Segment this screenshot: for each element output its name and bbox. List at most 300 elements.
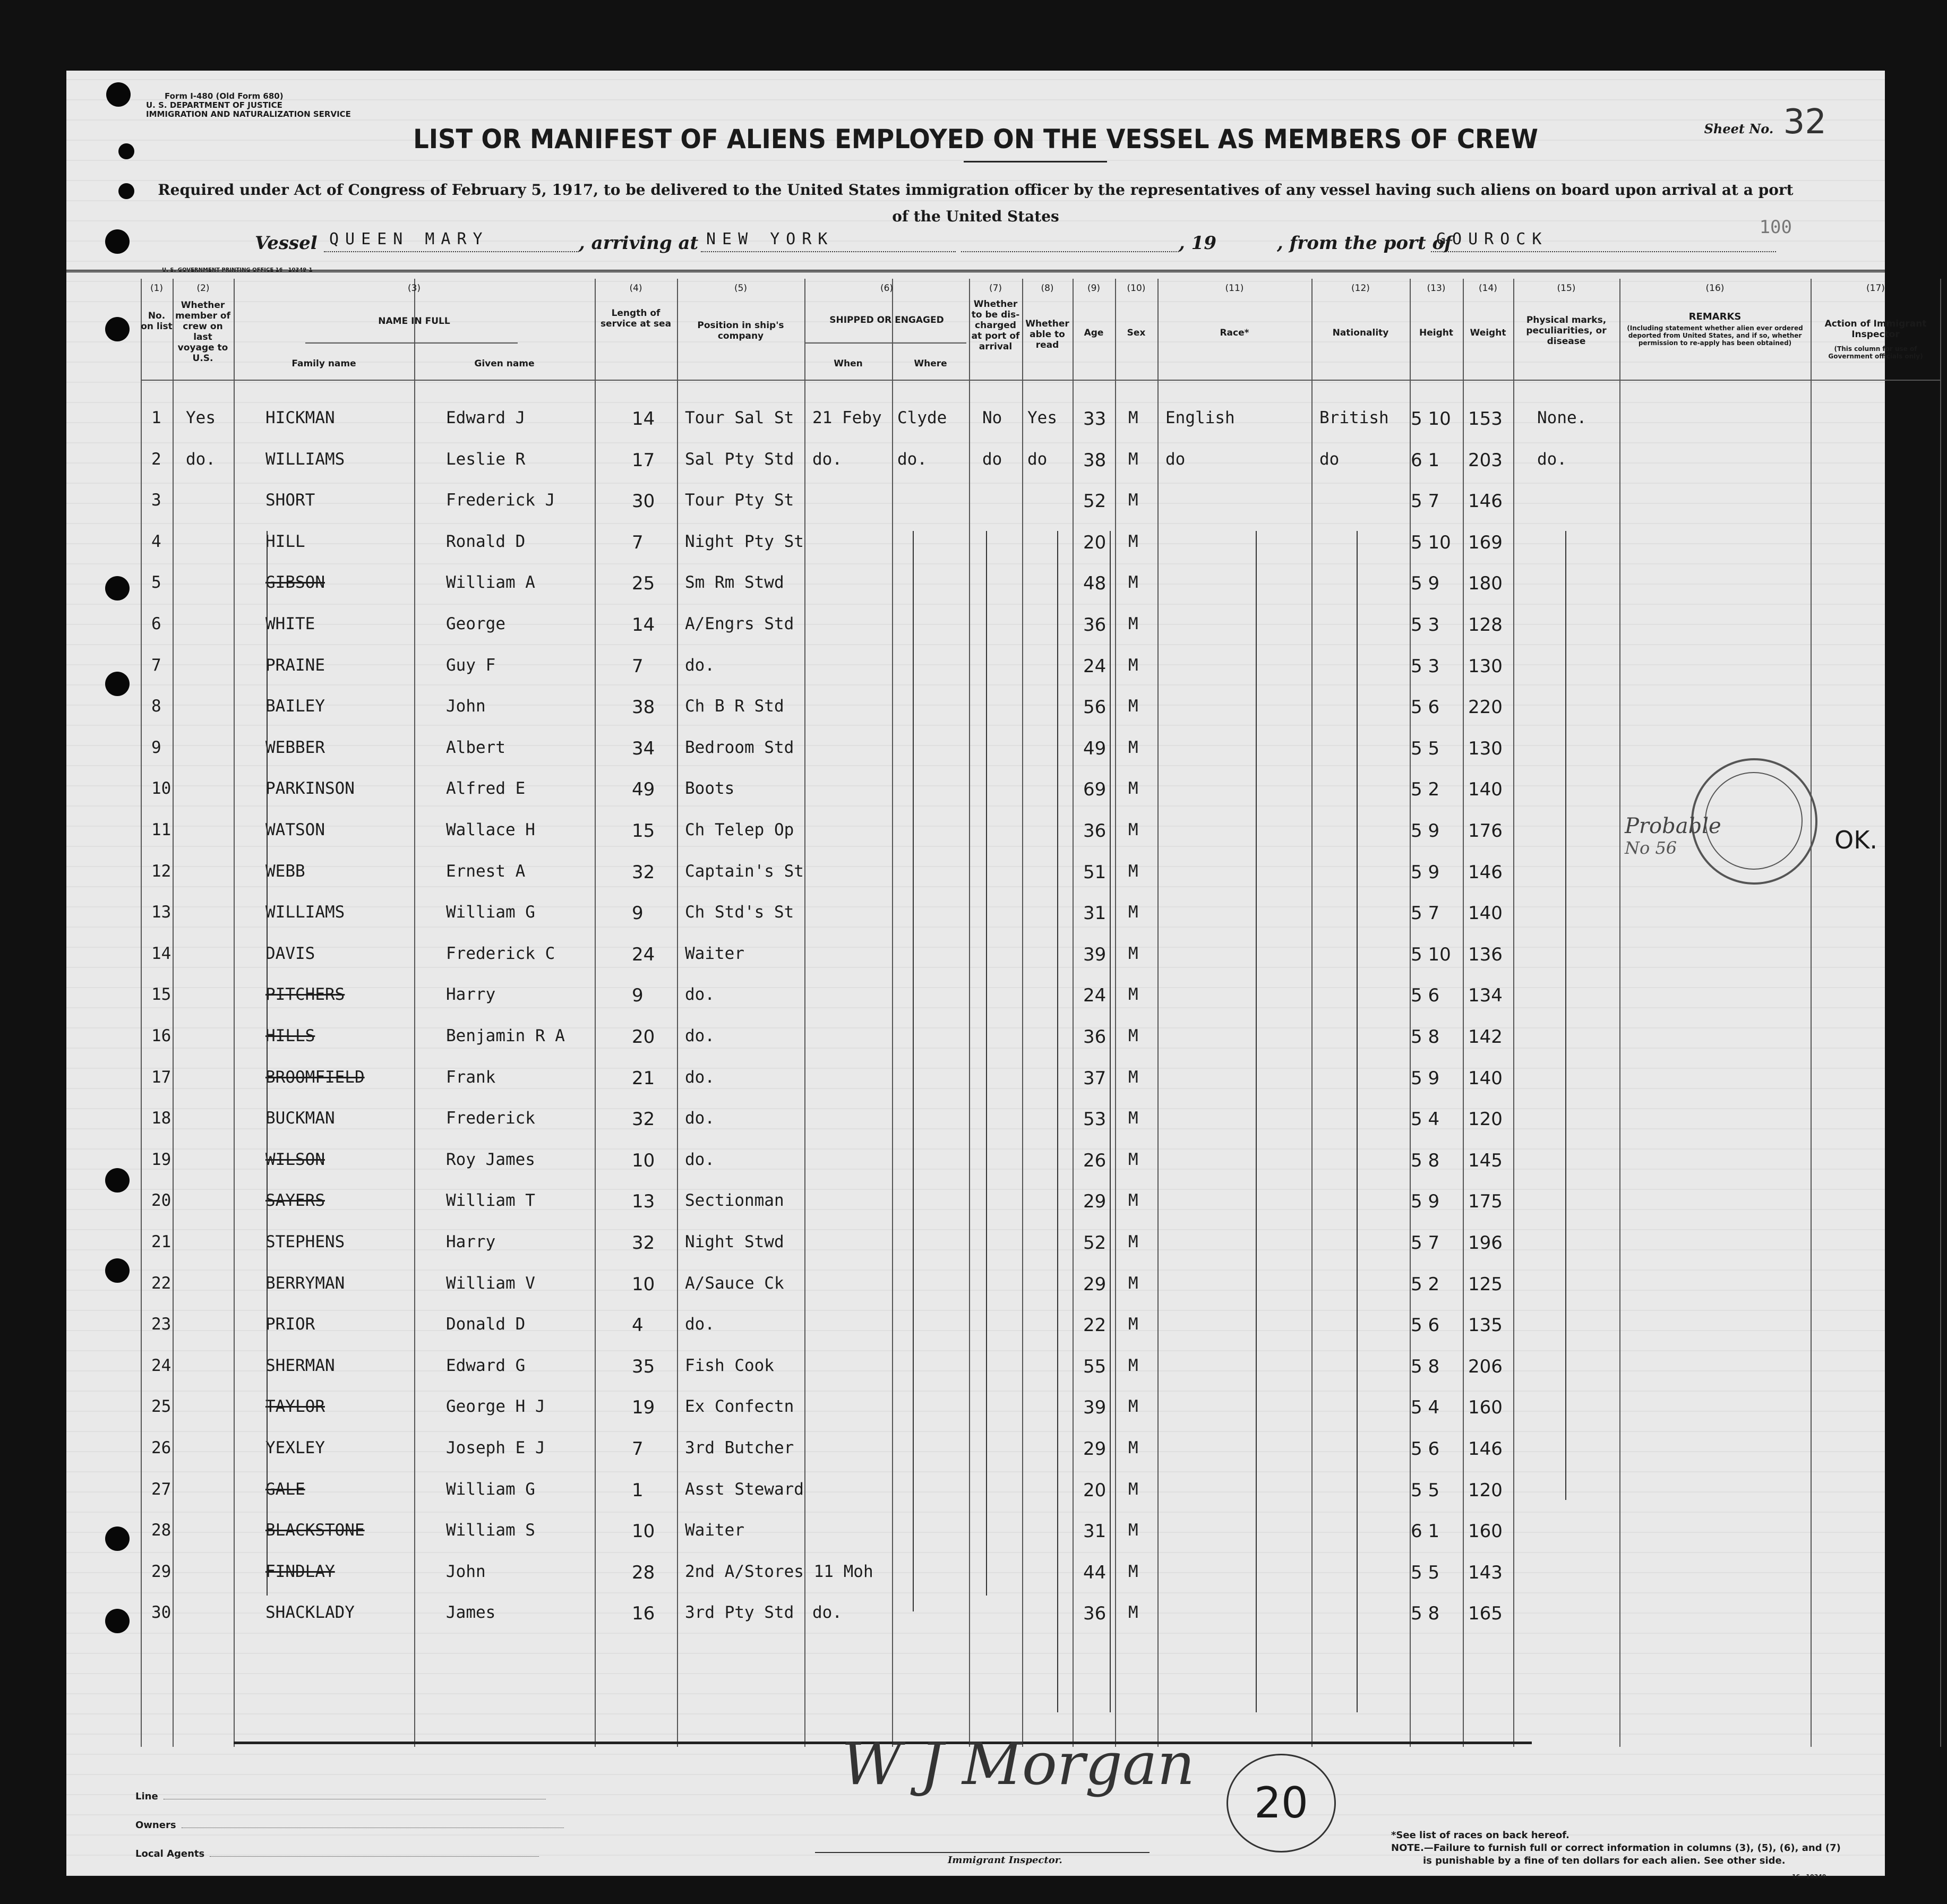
family-name: GIBSON: [265, 573, 325, 593]
physical-marks: None.: [1537, 408, 1587, 427]
weight: 220: [1468, 697, 1503, 718]
family-name: BAILEY: [265, 697, 325, 716]
service-years: 10: [632, 1521, 655, 1542]
given-name: Ernest A: [446, 861, 526, 881]
sex: M: [1128, 1438, 1138, 1457]
column-number: (14): [1479, 283, 1497, 294]
age: 51: [1083, 861, 1107, 883]
family-name: HILL: [265, 531, 305, 551]
ship-position: Sm Rm Stwd: [685, 573, 784, 593]
height: 5 8: [1411, 1603, 1440, 1625]
row-number: 14: [151, 944, 171, 963]
table-row: [141, 731, 1941, 766]
service-years: 7: [632, 531, 644, 553]
service-years: 14: [632, 614, 655, 636]
age: 20: [1083, 1479, 1107, 1501]
remark-ok-mark: OK.: [1834, 826, 1877, 854]
date-field: [961, 230, 1179, 252]
sex: M: [1128, 1150, 1138, 1169]
weight: 120: [1468, 1109, 1503, 1130]
height: 5 7: [1411, 903, 1440, 924]
header-remarks: REMARKS: [1688, 311, 1742, 322]
ditto-stroke-physical: [1565, 531, 1566, 1500]
age: 39: [1083, 944, 1107, 965]
ditto-stroke-member: [267, 531, 268, 1596]
form-code: 16—10349: [1792, 1873, 1826, 1880]
age: 52: [1083, 1232, 1107, 1254]
row-number: 30: [151, 1603, 171, 1623]
row-number: 20: [151, 1191, 171, 1211]
header-height: Height: [1419, 328, 1453, 338]
discharged: do: [982, 449, 1002, 469]
height: 5 7: [1411, 491, 1440, 512]
table-row: [141, 1183, 1941, 1219]
given-name: Frederick: [446, 1109, 535, 1128]
sex: M: [1128, 944, 1138, 963]
row-number: 3: [151, 491, 161, 510]
discharged: No: [982, 408, 1002, 427]
ship-position: Sal Pty Std: [685, 449, 794, 469]
age: 48: [1083, 573, 1107, 595]
age: 29: [1083, 1273, 1107, 1295]
physical-marks: do.: [1537, 449, 1567, 469]
table-row: [141, 483, 1941, 518]
nationality: do: [1319, 449, 1340, 469]
height: 5 4: [1411, 1397, 1440, 1419]
footer-fields: [135, 1791, 564, 1877]
table-top-rule: [66, 270, 1885, 272]
stamp-number: 100: [1759, 217, 1792, 238]
form-number: Form I-480 (Old Form 680): [165, 91, 284, 101]
age: 55: [1083, 1356, 1107, 1377]
ship-position: Ex Confectn: [685, 1397, 794, 1417]
vessel-line: [255, 230, 1784, 259]
ditto-stroke-when: [913, 531, 914, 1611]
given-name: Edward J: [446, 408, 526, 427]
table-row: [141, 1225, 1941, 1260]
sex: M: [1128, 491, 1138, 510]
family-name: PRAINE: [265, 655, 325, 675]
age: 29: [1083, 1438, 1107, 1460]
column-number: (2): [196, 283, 210, 294]
height: 5 9: [1411, 1191, 1440, 1213]
ship-position: Night Pty St: [685, 531, 804, 551]
ship-position: Ch Telep Op: [685, 820, 794, 839]
given-name: William T: [446, 1191, 535, 1211]
family-name: WEBB: [265, 861, 305, 881]
sex: M: [1128, 614, 1138, 633]
shipped-when: do.: [812, 449, 842, 469]
sex: M: [1128, 1026, 1138, 1045]
sex: M: [1128, 531, 1138, 551]
family-name: PRIOR: [265, 1315, 315, 1334]
age: 24: [1083, 985, 1107, 1007]
row-number: 28: [151, 1521, 171, 1540]
given-name: Benjamin R A: [446, 1026, 565, 1045]
manifest-sheet: [66, 71, 1927, 1880]
weight: 169: [1468, 531, 1503, 553]
family-name: PARKINSON: [265, 779, 355, 799]
line-label: Line: [135, 1791, 158, 1802]
service-years: 7: [632, 1438, 644, 1460]
ship-position: do.: [685, 1067, 715, 1087]
ship-position: Bedroom Std: [685, 737, 794, 757]
service-years: 32: [632, 861, 655, 883]
given-name: George H J: [446, 1397, 545, 1417]
service-years: 4: [632, 1315, 644, 1336]
height: 5 10: [1411, 531, 1451, 553]
age: 53: [1083, 1109, 1107, 1130]
weight: 160: [1468, 1397, 1503, 1419]
service-years: 1: [632, 1479, 644, 1501]
row-number: 11: [151, 820, 171, 839]
ship-position: Tour Pty St: [685, 491, 794, 510]
header-bottom-rule: [141, 380, 1941, 381]
service-years: 15: [632, 820, 655, 842]
punch-hole: [105, 1526, 130, 1551]
header-shipped-engaged: SHIPPED OR ENGAGED: [829, 315, 944, 325]
height: 5 8: [1411, 1356, 1440, 1377]
ship-position: do.: [685, 985, 715, 1005]
given-name: Roy James: [446, 1150, 535, 1169]
ship-position: Asst Steward: [685, 1479, 804, 1499]
table-row: [141, 1266, 1941, 1301]
age: 29: [1083, 1191, 1107, 1213]
header-weight: Weight: [1470, 328, 1506, 338]
service-years: 32: [632, 1109, 655, 1130]
service-years: 21: [632, 1067, 655, 1089]
row-number: 18: [151, 1109, 171, 1128]
weight: 146: [1468, 1438, 1503, 1460]
title-rule: [964, 161, 1107, 162]
service-years: 28: [632, 1562, 655, 1583]
weight: 145: [1468, 1150, 1503, 1171]
family-name: WILSON: [265, 1150, 325, 1169]
table-row: [141, 854, 1941, 889]
height: 5 3: [1411, 614, 1440, 636]
form-service: IMMIGRATION AND NATURALIZATION SERVICE: [146, 109, 351, 119]
table-row: [141, 977, 1941, 1013]
races-note: *See list of races on back hereof.: [1391, 1830, 1569, 1841]
given-name: Wallace H: [446, 820, 535, 839]
table-row: [141, 1513, 1941, 1548]
remark-handwriting: Probable: [1625, 814, 1721, 838]
given-name: Harry: [446, 1232, 496, 1251]
table-row: [141, 1596, 1941, 1631]
punch-hole: [105, 1168, 130, 1193]
sex: M: [1128, 1232, 1138, 1251]
age: 52: [1083, 491, 1107, 512]
punch-hole: [105, 672, 130, 696]
service-years: 25: [632, 573, 655, 595]
family-name: WATSON: [265, 820, 325, 839]
given-name: Frederick J: [446, 491, 555, 510]
sheet-label: Sheet No.: [1704, 121, 1774, 136]
table-row: [141, 648, 1941, 683]
sex: M: [1128, 449, 1138, 469]
punch-hole: [106, 82, 131, 107]
table-row: [141, 937, 1941, 972]
weight: 134: [1468, 985, 1503, 1007]
height: 5 9: [1411, 1067, 1440, 1089]
sex: M: [1128, 1315, 1138, 1334]
family-name: SHERMAN: [265, 1356, 335, 1375]
service-years: 7: [632, 655, 644, 677]
row-number: 22: [151, 1273, 171, 1293]
sex: M: [1128, 1191, 1138, 1211]
weight: 175: [1468, 1191, 1503, 1213]
row-number: 24: [151, 1356, 171, 1375]
shipped-where: do.: [897, 449, 927, 469]
header-physical-marks: Physical marks, peculiarities, or disease: [1526, 315, 1607, 347]
ship-position: Ch Std's St: [685, 903, 794, 922]
column-number: (5): [734, 283, 748, 294]
sex: M: [1128, 779, 1138, 799]
column-number: (9): [1087, 283, 1101, 294]
height: 5 9: [1411, 820, 1440, 842]
punch-hole: [105, 576, 130, 601]
given-name: Frederick C: [446, 944, 555, 963]
table-row: [141, 895, 1941, 930]
punch-hole: [105, 317, 130, 341]
table-row: [141, 525, 1941, 560]
header-nationality: Nationality: [1332, 328, 1389, 338]
table-row: [141, 1555, 1941, 1590]
ship-position: do.: [685, 1026, 715, 1045]
height: 5 6: [1411, 697, 1440, 718]
sex: M: [1128, 903, 1138, 922]
age: 36: [1083, 820, 1107, 842]
family-name: DAVIS: [265, 944, 315, 963]
row-number: 16: [151, 1026, 171, 1045]
table-row: [141, 442, 1941, 477]
service-years: 14: [632, 408, 655, 430]
sex: M: [1128, 697, 1138, 716]
column-number: (17): [1866, 283, 1885, 294]
given-name: William G: [446, 903, 535, 922]
family-name: TAYLOR: [265, 1397, 325, 1417]
sex: M: [1128, 1356, 1138, 1375]
service-years: 24: [632, 944, 655, 965]
given-name: Guy F: [446, 655, 496, 675]
row-number: 23: [151, 1315, 171, 1334]
weight: 203: [1468, 449, 1503, 471]
shipped-subheader-rule: [804, 342, 966, 344]
header-discharged: Whether to be dis-charged at port of arrival: [971, 299, 1020, 352]
member-last-voyage: Yes: [186, 408, 216, 427]
height: 5 10: [1411, 944, 1451, 965]
family-name: YEXLEY: [265, 1438, 325, 1457]
weight: 196: [1468, 1232, 1503, 1254]
race: do: [1165, 449, 1186, 469]
header-member-last-voyage: Whether member of crew on last voyage to U.S.: [175, 300, 231, 364]
sex: M: [1128, 1521, 1138, 1540]
ship-position: Boots: [685, 779, 735, 799]
ditto-stroke-race: [1256, 531, 1257, 1712]
table-row: [141, 689, 1941, 724]
circled-count: 20: [1226, 1754, 1336, 1852]
vessel-name: QUEEN MARY: [324, 230, 579, 252]
able-to-read: Yes: [1027, 408, 1057, 427]
header-remarks-sub: (Including statement whether alien ever ordered deported from United States, and if so, whether permission to re-apply has been obtained): [1627, 324, 1803, 347]
header-length-service: Length of service at sea: [600, 308, 672, 329]
service-years: 10: [632, 1150, 655, 1171]
from-label: , from the port of: [1277, 233, 1452, 254]
shipped-when: 21 Feby: [812, 408, 882, 427]
shipped-when: do.: [812, 1603, 842, 1623]
age: 31: [1083, 903, 1107, 924]
table-row: [141, 607, 1941, 642]
inspector-label: Immigrant Inspector.: [948, 1855, 1062, 1866]
height: 5 3: [1411, 655, 1440, 677]
shipped-where: Clyde: [897, 408, 947, 427]
row-number: 7: [151, 655, 161, 675]
row-number: 9: [151, 737, 161, 757]
age: 22: [1083, 1315, 1107, 1336]
ship-position: do.: [685, 1150, 715, 1169]
service-years: 38: [632, 697, 655, 718]
weight: 176: [1468, 820, 1503, 842]
header-family-name: Family name: [291, 358, 356, 369]
agents-blank: [210, 1856, 539, 1857]
ship-position: 2nd A/Stores 11 Moh: [685, 1562, 873, 1581]
inspector-signature: W J Morgan: [842, 1730, 1195, 1798]
age: 36: [1083, 1603, 1107, 1625]
page-subtitle: Required under Act of Congress of February 5, 1917, to be delivered to the United States immigration officer by the representatives of any vessel having such aliens on board upon arrival at a port of the United States: [158, 181, 1794, 225]
ship-position: do.: [685, 1315, 715, 1334]
punch-hole: [118, 183, 134, 199]
sex: M: [1128, 1397, 1138, 1417]
family-name: BROOMFIELD: [265, 1067, 365, 1087]
row-number: 1: [151, 408, 161, 427]
height: 5 7: [1411, 1232, 1440, 1254]
column-number: (4): [629, 283, 642, 294]
ship-position: do.: [685, 655, 715, 675]
header-no-on-list: No. on list: [141, 311, 173, 332]
age: 38: [1083, 449, 1107, 471]
height: 5 6: [1411, 985, 1440, 1007]
sex: M: [1128, 1562, 1138, 1581]
weight: 128: [1468, 614, 1503, 636]
footer-notes: [1391, 1829, 1841, 1867]
family-name: WHITE: [265, 614, 315, 633]
height: 5 5: [1411, 1479, 1440, 1501]
given-name: William G: [446, 1479, 535, 1499]
given-name: Alfred E: [446, 779, 526, 799]
given-name: Albert: [446, 737, 505, 757]
vessel-label: Vessel: [255, 233, 318, 254]
ship-position: Fish Cook: [685, 1356, 774, 1375]
service-years: 30: [632, 491, 655, 512]
family-name: WILLIAMS: [265, 449, 345, 469]
table-row: [141, 1431, 1941, 1466]
punch-hole: [105, 1258, 130, 1283]
family-name: STEPHENS: [265, 1232, 345, 1251]
ditto-stroke-nationality: [1357, 531, 1358, 1712]
row-number: 25: [151, 1397, 171, 1417]
year-label: , 19: [1179, 233, 1216, 254]
header-action: Action of Immigrant Inspector: [1824, 319, 1927, 340]
height: 6 1: [1411, 1521, 1440, 1542]
service-years: 32: [632, 1232, 655, 1254]
sex: M: [1128, 861, 1138, 881]
punch-hole: [118, 143, 134, 159]
age: 56: [1083, 697, 1107, 718]
column-number: (7): [989, 283, 1002, 294]
height: 5 9: [1411, 861, 1440, 883]
weight: 153: [1468, 408, 1503, 430]
height: 5 5: [1411, 1562, 1440, 1583]
height: 6 1: [1411, 449, 1440, 471]
age: 26: [1083, 1150, 1107, 1171]
weight: 120: [1468, 1479, 1503, 1501]
row-number: 26: [151, 1438, 171, 1457]
weight: 130: [1468, 737, 1503, 759]
sex: M: [1128, 408, 1138, 427]
sex: M: [1128, 1479, 1138, 1499]
family-name: HILLS: [265, 1026, 315, 1045]
given-name: Harry: [446, 985, 496, 1005]
weight: 140: [1468, 903, 1503, 924]
family-name: BLACKSTONE: [265, 1521, 365, 1540]
row-number: 13: [151, 903, 171, 922]
given-name: Ronald D: [446, 531, 526, 551]
form-identifier: [146, 92, 351, 119]
agents-label: Local Agents: [135, 1848, 205, 1859]
ditto-stroke-discharged: [1057, 531, 1058, 1712]
sex: M: [1128, 1067, 1138, 1087]
service-years: 34: [632, 737, 655, 759]
given-name: Leslie R: [446, 449, 526, 469]
ship-position: 3rd Butcher: [685, 1438, 794, 1457]
row-number: 2: [151, 449, 161, 469]
header-given-name: Given name: [474, 358, 535, 369]
owners-label: Owners: [135, 1820, 176, 1831]
age: 69: [1083, 779, 1107, 801]
ditto-stroke-where: [986, 531, 987, 1596]
family-name: SHORT: [265, 491, 315, 510]
sheet-number: 32: [1783, 102, 1826, 142]
service-years: 20: [632, 1026, 655, 1048]
weight: 146: [1468, 491, 1503, 512]
line-field: [135, 1791, 564, 1820]
row-number: 6: [151, 614, 161, 633]
row-number: 29: [151, 1562, 171, 1581]
sex: M: [1128, 573, 1138, 593]
given-name: John: [446, 1562, 486, 1581]
given-name: Edward G: [446, 1356, 526, 1375]
service-years: 19: [632, 1397, 655, 1419]
header-sex: Sex: [1127, 328, 1146, 338]
arriving-label: , arriving at: [579, 233, 699, 254]
ship-position: do.: [685, 1109, 715, 1128]
weight: 165: [1468, 1603, 1503, 1625]
member-last-voyage: do.: [186, 449, 216, 469]
weight: 140: [1468, 1067, 1503, 1089]
column-number: (10): [1127, 283, 1146, 294]
name-subheader-rule: [305, 342, 518, 344]
age: 39: [1083, 1397, 1107, 1419]
service-years: 10: [632, 1273, 655, 1295]
table-row: [141, 1390, 1941, 1425]
column-number: (16): [1705, 283, 1725, 294]
weight: 146: [1468, 861, 1503, 883]
height: 5 8: [1411, 1026, 1440, 1048]
owners-field: [135, 1820, 564, 1848]
row-number: 12: [151, 861, 171, 881]
table-row: [141, 1472, 1941, 1507]
row-number: 10: [151, 779, 171, 799]
